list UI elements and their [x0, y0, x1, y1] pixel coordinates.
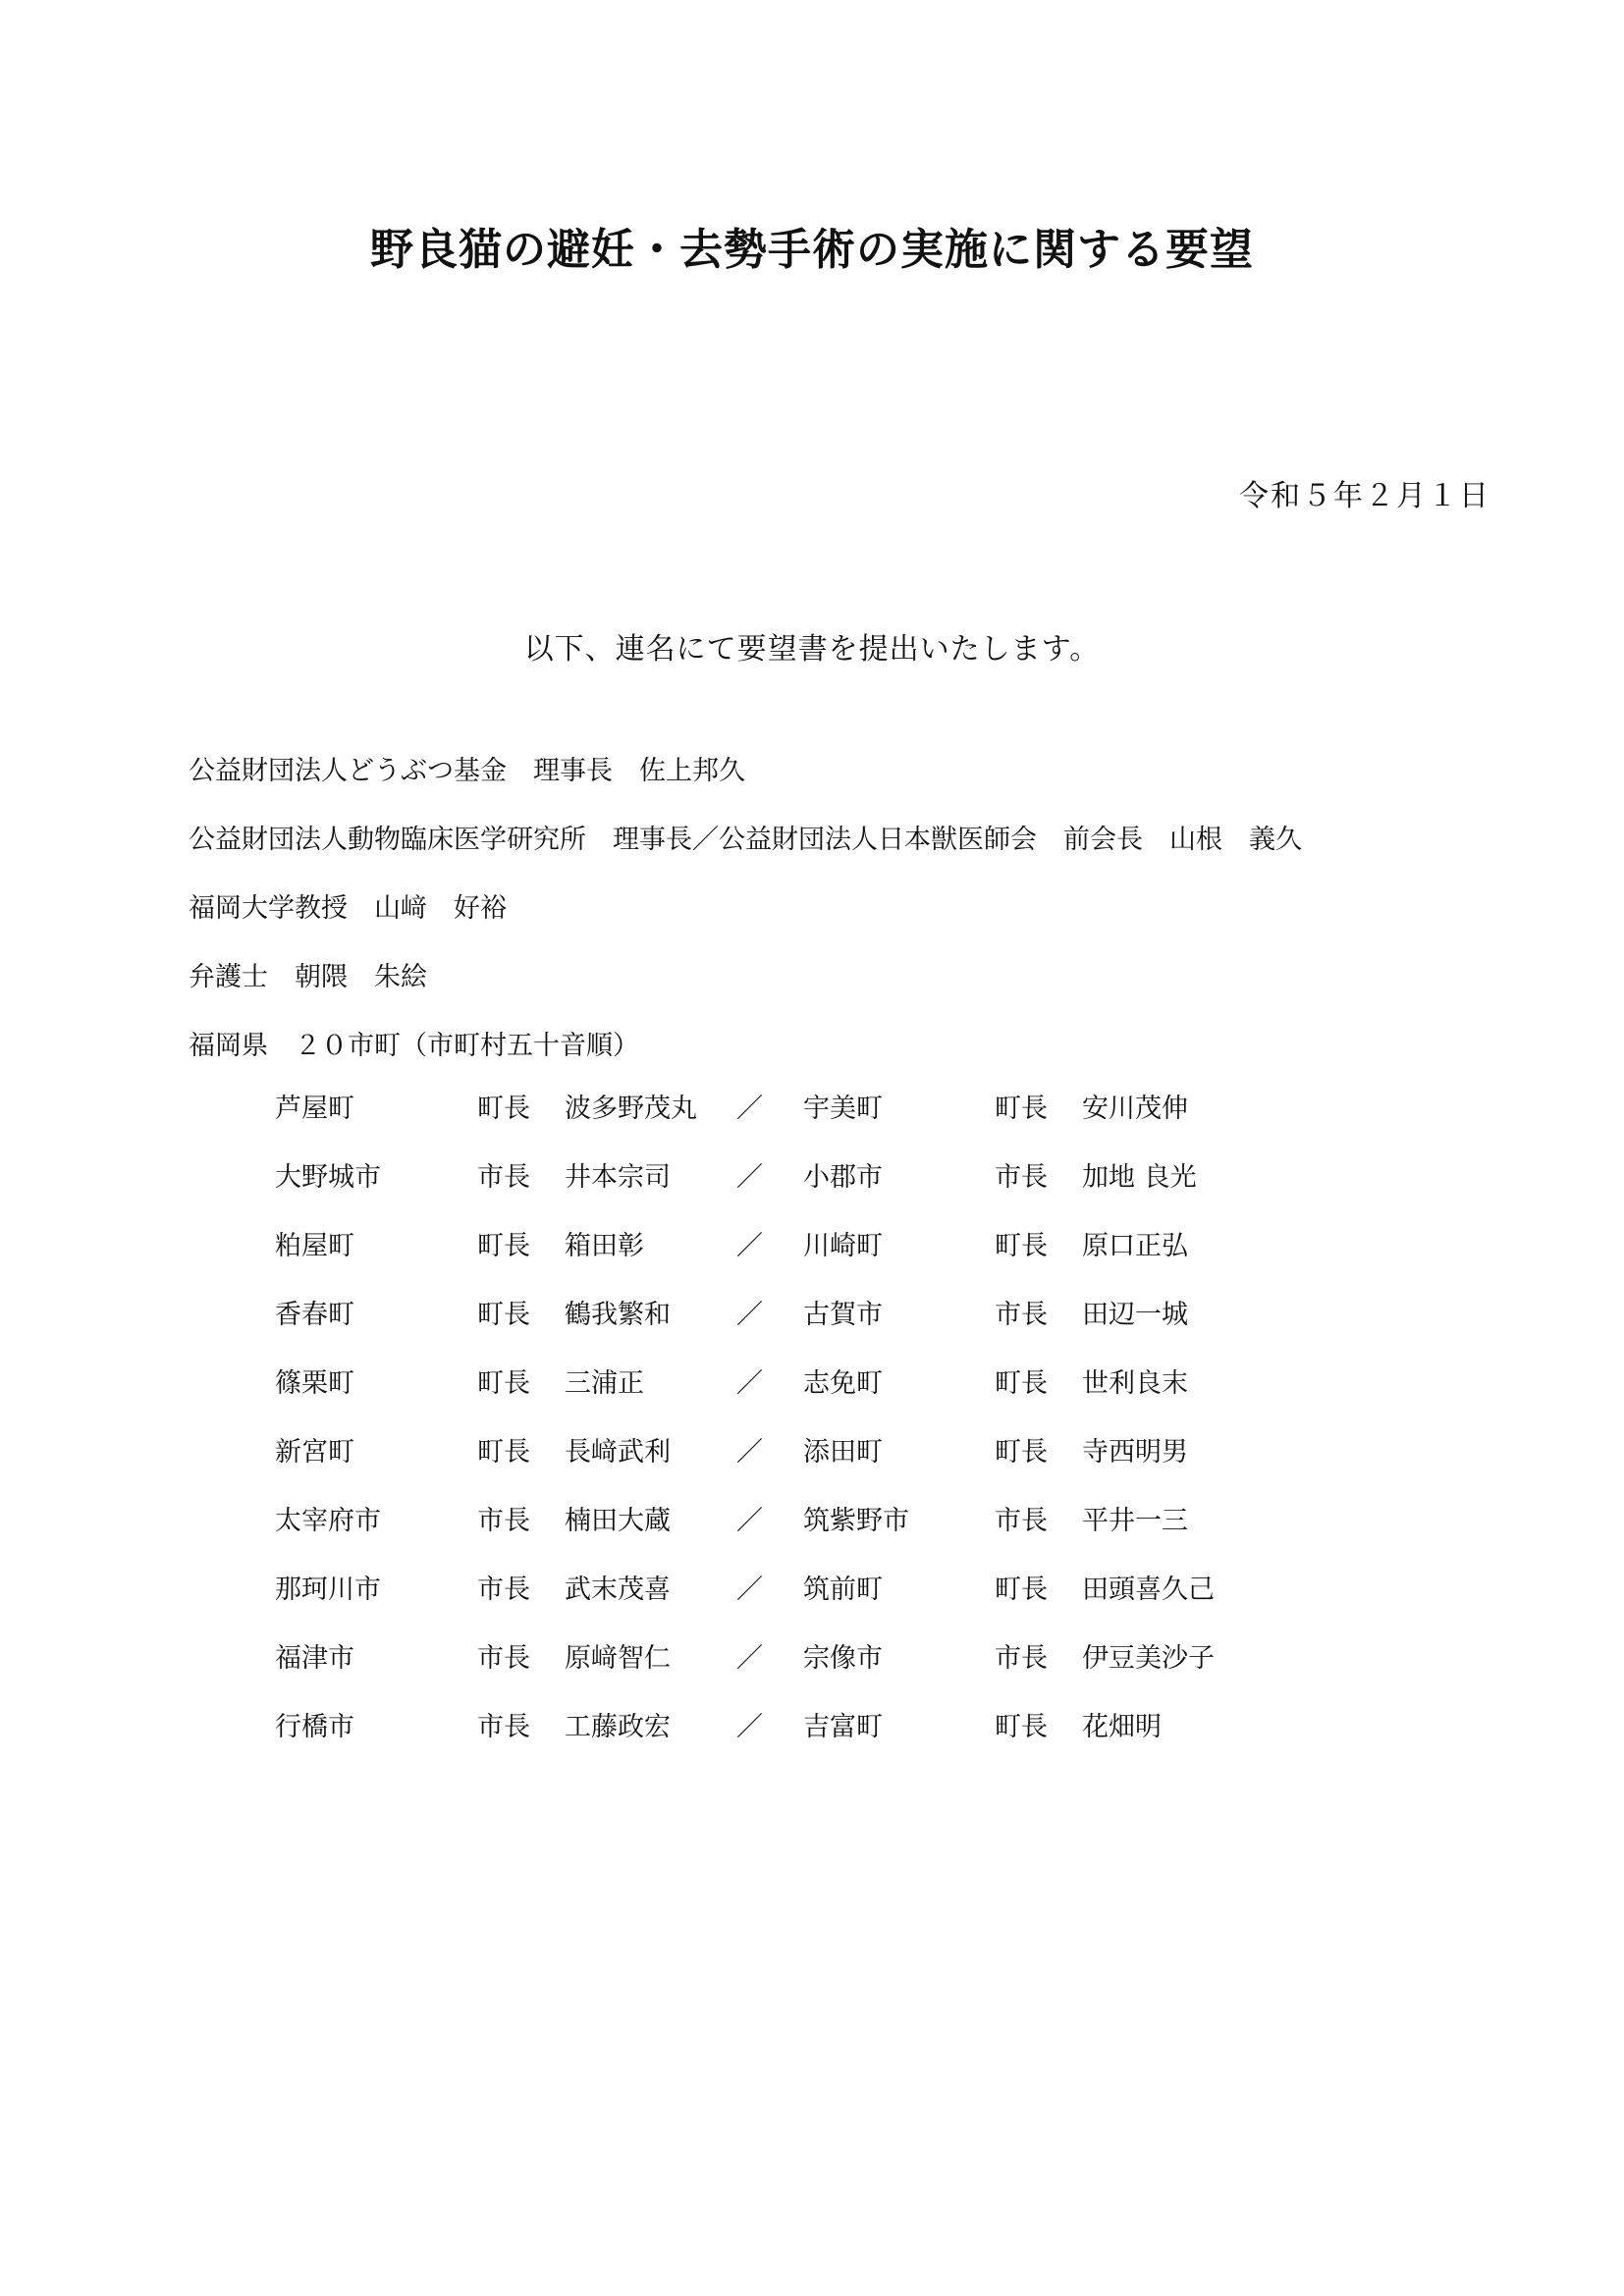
- municipality-name: 宇美町: [803, 1094, 883, 1124]
- mayor-title: 町長: [995, 1712, 1048, 1742]
- mayor-title: 市長: [477, 1575, 530, 1605]
- mayor-name: 箱田彰: [565, 1231, 644, 1261]
- mayor-title: 市長: [477, 1506, 530, 1536]
- mayor-name: 三浦正: [565, 1368, 644, 1399]
- mayor-name: 鶴我繁和: [565, 1300, 671, 1330]
- mayor-title: 町長: [477, 1368, 530, 1399]
- mayor-title: 町長: [477, 1231, 530, 1261]
- mayor-name: 原口正弘: [1082, 1231, 1188, 1261]
- mayor-title: 町長: [995, 1575, 1048, 1605]
- mayor-name: 原﨑智仁: [565, 1643, 671, 1674]
- signer-list: [189, 752, 1302, 1095]
- mayor-title: 町長: [477, 1437, 530, 1468]
- municipality-name: 古賀市: [803, 1300, 883, 1330]
- mayor-name: 田頭喜久己: [1082, 1575, 1215, 1605]
- mayor-row: [275, 1502, 1257, 1571]
- row-separator: ／: [736, 1712, 763, 1742]
- municipality-name: 篠栗町: [275, 1368, 354, 1399]
- mayor-title: 市長: [995, 1300, 1048, 1330]
- municipality-name: 香春町: [275, 1300, 354, 1330]
- municipality-name: 志免町: [803, 1368, 883, 1399]
- mayor-title: 市長: [995, 1162, 1048, 1193]
- municipality-name: 粕屋町: [275, 1231, 354, 1261]
- mayor-name: 井本宗司: [565, 1162, 671, 1193]
- row-separator: ／: [736, 1162, 763, 1193]
- municipality-name: 芦屋町: [275, 1094, 354, 1124]
- mayor-name: 寺西明男: [1082, 1437, 1188, 1468]
- document-date: 令和５年２月１日: [1239, 479, 1490, 513]
- mayor-name: 平井一三: [1082, 1506, 1188, 1536]
- mayor-title: 市長: [995, 1643, 1048, 1674]
- mayor-name: 田辺一城: [1082, 1300, 1188, 1330]
- mayor-title: 市長: [477, 1712, 530, 1742]
- mayor-row: [275, 1090, 1257, 1158]
- row-separator: ／: [736, 1231, 763, 1261]
- document-title: 野良猫の避妊・去勢手術の実施に関する要望: [370, 225, 1254, 275]
- mayor-name: 工藤政宏: [565, 1712, 671, 1742]
- intro-text: 以下、連名にて要望書を提出いたします。: [523, 632, 1101, 667]
- row-separator: ／: [736, 1368, 763, 1399]
- signer-line: 公益財団法人どうぶつ基金 理事長 佐上邦久: [189, 756, 745, 786]
- municipality-name: 川崎町: [803, 1231, 883, 1261]
- mayor-name: 安川茂伸: [1082, 1094, 1188, 1124]
- mayor-row: [275, 1158, 1257, 1227]
- municipality-name: 太宰府市: [275, 1506, 381, 1536]
- municipality-name: 添田町: [803, 1437, 883, 1468]
- mayor-title: 町長: [995, 1368, 1048, 1399]
- mayor-title: 町長: [995, 1231, 1048, 1261]
- mayor-row: [275, 1433, 1257, 1502]
- municipality-name: 行橋市: [275, 1712, 354, 1742]
- mayor-row: [275, 1227, 1257, 1296]
- signer-line: 福岡大学教授 山﨑 好裕: [189, 893, 507, 924]
- mayor-row: [275, 1296, 1257, 1364]
- municipality-name: 筑紫野市: [803, 1506, 909, 1536]
- row-separator: ／: [736, 1643, 763, 1674]
- signer-line: 福岡県 ２０市町（市町村五十音順）: [189, 1031, 639, 1061]
- mayor-name: 長﨑武利: [565, 1437, 671, 1468]
- row-separator: ／: [736, 1300, 763, 1330]
- mayor-title: 市長: [995, 1506, 1048, 1536]
- municipality-name: 筑前町: [803, 1575, 883, 1605]
- mayor-title: 町長: [995, 1094, 1048, 1124]
- mayor-name: 武末茂喜: [565, 1575, 671, 1605]
- mayor-name: 楠田大蔵: [565, 1506, 671, 1536]
- mayor-row: [275, 1571, 1257, 1639]
- row-separator: ／: [736, 1575, 763, 1605]
- mayor-row: [275, 1364, 1257, 1433]
- municipality-name: 新宮町: [275, 1437, 354, 1468]
- mayor-name: 世利良末: [1082, 1368, 1188, 1399]
- mayor-row: [275, 1708, 1257, 1777]
- municipality-name: 福津市: [275, 1643, 354, 1674]
- mayor-name: 波多野茂丸: [565, 1094, 697, 1124]
- row-separator: ／: [736, 1094, 763, 1124]
- row-separator: ／: [736, 1437, 763, 1468]
- municipality-name: 大野城市: [275, 1162, 381, 1193]
- mayor-title: 町長: [477, 1094, 530, 1124]
- mayor-list: [275, 1090, 1257, 1777]
- municipality-name: 吉富町: [803, 1712, 883, 1742]
- mayor-row: [275, 1639, 1257, 1708]
- mayor-name: 花畑明: [1082, 1712, 1162, 1742]
- mayor-name: 加地 良光: [1082, 1162, 1197, 1193]
- row-separator: ／: [736, 1506, 763, 1536]
- municipality-name: 小郡市: [803, 1162, 883, 1193]
- mayor-title: 町長: [995, 1437, 1048, 1468]
- mayor-name: 伊豆美沙子: [1082, 1643, 1215, 1674]
- mayor-title: 市長: [477, 1162, 530, 1193]
- municipality-name: 宗像市: [803, 1643, 883, 1674]
- signer-line: 公益財団法人動物臨床医学研究所 理事長／公益財団法人日本獣医師会 前会長 山根 義久: [189, 825, 1302, 855]
- signer-line: 弁護士 朝隈 朱絵: [189, 962, 427, 992]
- municipality-name: 那珂川市: [275, 1575, 381, 1605]
- mayor-title: 町長: [477, 1300, 530, 1330]
- mayor-title: 市長: [477, 1643, 530, 1674]
